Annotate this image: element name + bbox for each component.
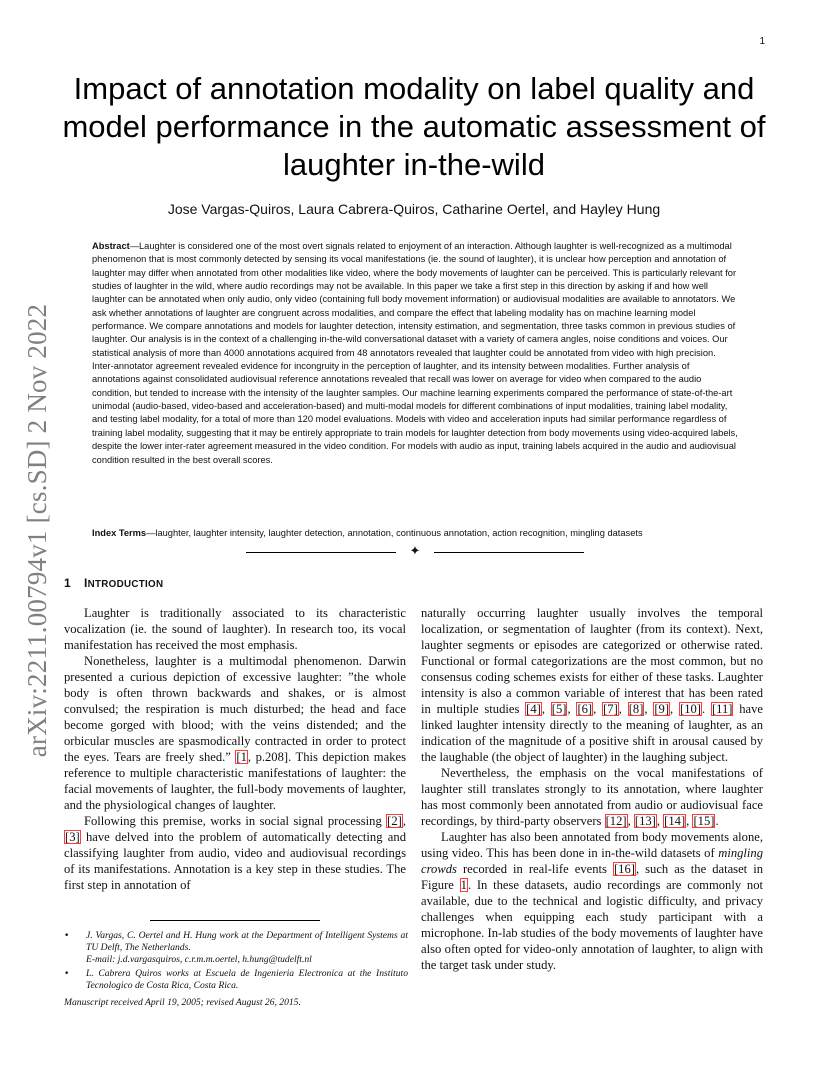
index-terms bbox=[92, 527, 752, 540]
citation-link[interactable]: [4] bbox=[526, 702, 541, 716]
paragraph: Laughter has also been annotated from body movements alone, using video. This has been done in in-the-wild datasets of mingling crowds recorded in real-life events [16], such as the dataset in Figure 1. In these datasets, audio recordings are commonly not available, due to the technical and logistic difficulty, and privacy challenges when equipping each study participant with a microphone. In-lab studies of the body movements of laughter have also often opted for video-only annotation of laughter, to align with the target task under study. bbox=[421, 830, 763, 972]
section-title-rest: NTRODUCTION bbox=[87, 579, 164, 590]
index-terms-label: Index Terms bbox=[92, 528, 147, 538]
citation-link[interactable]: [12] bbox=[605, 814, 627, 828]
right-column bbox=[421, 605, 763, 973]
citation-link[interactable]: [11] bbox=[711, 702, 733, 716]
citation-link[interactable]: [1 bbox=[236, 750, 247, 764]
abstract-text: —Laughter is considered one of the most overt signals related to enjoyment of an interaction. Although laughter is well-recognized as a multimodal phenomenon that is most commonly detected by sensing its vocal manifestations (ie. the sound of laughter), it is unclear how perception and annotation of laughter may differ when annotated from other modalities like video, where the body movements of laughter can be perceived. This is particularly relevant for studies of laughter in the wild, where audio recordings may not be available. In this paper we take a first step in this direction by asking if and how well laughter can be annotated when only audio, only video (containing full body movement information) or audiovisual modalities are available to annotators. We ask whether annotations of laughter are congruent across modalities, and compare the effect that labeling modality has on machine learning model performance. We compare annotations and models for laughter detection, intensity estimation, and segmentation, three tasks common in previous studies of laughter. Our analysis is in the context of a challenging in-the-wild conversational dataset with a variety of camera angles, noise conditions and voices. Our statistical analysis of more than 4000 annotations acquired from 48 annotators revealed that laughter could be annotated from video with high precision. Inter-annotator agreement revealed evidence for incongruity in the perception of laughter, and its intensity between modalities. Further analysis of annotations against consolidated audiovisual reference annotations revealed that recall was lower on average for video when compared to the audio condition, but tended to increase with the intensity of the laughter samples. Our machine learning experiments compared the performance of state-of-the-art unimodal (audio-based, video-based and acceleration-based) and multi-modal models for different combinations of input modalities, training label modality, and testing label modality, for a total of more than 120 model evaluations. Models with video and acceleration inputs had similar performance regardless of training label modality, suggesting that it may be entirely appropriate to train models for laughter detection from body movements using video-acquired labels, despite the lower inter-rater agreement measured in the video condition. For models with audio as input, training labels acquired in the audio and audiovisual condition resulted in the best overall scores. bbox=[92, 241, 738, 465]
citation-link[interactable]: [15] bbox=[693, 814, 715, 828]
figure-reference-link[interactable]: 1 bbox=[460, 878, 467, 892]
author-list: Jose Vargas-Quiros, Laura Cabrera-Quiros, Catharine Oertel, and Hayley Hung bbox=[167, 201, 661, 217]
bullet-icon: • bbox=[64, 969, 70, 979]
paragraph: Nonetheless, laughter is a multimodal phenomenon. Darwin presented a curious depiction of excessive laughter: ”the whole body is often thrown backwards and shakes, or is almost convulsed; the respiration is much disturbed; the head and face become gorged with blood; with the veins distended; and the orbicular muscles are spasmodically contracted in order to protect the eyes. Tears are freely shed.” [1, p.208]. This depiction makes reference to multiple characteristic manifestations of laughter: the facial movements of laughter, the full-body movements of laughter, and the physiological changes of laughter. bbox=[64, 654, 406, 812]
paragraph: naturally occurring laughter usually involves the temporal localization, or segmentation of laughter (from its context). Next, laughter segments or episodes are categorized or otherwise rated. Functional or formal categorizations are the most common, but no consensus coding schemes exists for either of these tasks. Laughter intensity is also a common variable of interest that has been rated in multiple studies [4], [5], [6], [7], [8], [9], [10]. [11] have linked laughter intensity directly to the meaning of laughter, as an indication of the magnitude of a positive shift in arousal caused by the laughable (the object of laughter) in the laughing subject. bbox=[421, 606, 764, 764]
divider-star-icon: ✦ bbox=[409, 544, 421, 559]
citation-link[interactable]: [9] bbox=[654, 702, 670, 716]
citation-link[interactable]: [6] bbox=[577, 702, 593, 716]
page-number: 1 bbox=[759, 36, 765, 47]
section-title-initial: I bbox=[84, 576, 88, 590]
citation-link[interactable]: [2] bbox=[387, 814, 402, 828]
index-terms-text: —laughter, laughter intensity, laughter detection, annotation, continuous annotation, action recognition, mingling datasets bbox=[146, 528, 643, 538]
footnote bbox=[64, 968, 408, 992]
bullet-icon: • bbox=[64, 931, 70, 941]
section-heading-introduction bbox=[64, 576, 163, 590]
citation-link[interactable]: [3] bbox=[65, 830, 80, 844]
footnote-email: E-mail: j.d.vargasquiros, c.r.m.m.oertel, h.hung@tudelft.nl bbox=[86, 954, 312, 965]
arxiv-identifier bbox=[14, 290, 62, 770]
citation-link[interactable]: [13] bbox=[634, 814, 656, 828]
divider-line-right bbox=[434, 552, 584, 553]
emphasis: mingling crowds bbox=[421, 846, 763, 876]
abstract bbox=[92, 240, 738, 467]
paragraph: Nevertheless, the emphasis on the vocal manifestations of laughter still translates strongly to its annotation, where laughter has most commonly been annotated from audio or audiovisual face recordings, by third-party observers [12], [13], [14], [15]. bbox=[421, 766, 763, 828]
footnotes bbox=[64, 930, 408, 994]
abstract-label: Abstract bbox=[92, 241, 130, 251]
footnote bbox=[64, 930, 408, 966]
footnote-affiliation: L. Cabrera Quiros works at Escuela de Ingenieria Electronica at the Instituto Tecnologico de Costa Rica, Costa Rica. bbox=[86, 968, 408, 991]
paper-title: Impact of annotation modality on label quality and model performance in the automatic assessment of laughter in-the-wild bbox=[62, 71, 766, 182]
footnote-rule bbox=[150, 920, 320, 921]
citation-link[interactable]: [7] bbox=[603, 702, 618, 716]
arxiv-identifier-text: arXiv:2211.00794v1 [cs.SD] 2 Nov 2022 bbox=[22, 303, 53, 757]
left-column bbox=[64, 605, 406, 893]
divider-line-left bbox=[246, 552, 396, 553]
section-divider bbox=[246, 545, 584, 559]
citation-link[interactable]: [16] bbox=[613, 862, 635, 876]
paragraph: Laughter is traditionally associated to its characteristic vocalization (ie. the sound of laughter). In research too, its vocal manifestation has received the most emphasis. bbox=[64, 606, 406, 652]
citation-link[interactable]: [8] bbox=[628, 702, 644, 716]
paragraph: Following this premise, works in social signal processing [2], [3] have delved into the problem of automatically detecting and classifying laughter from audio, video and audiovisual recordings of its manifestations. Annotation is a key step in these studies. The first step in annotation of bbox=[64, 814, 406, 892]
footnote-affiliation: J. Vargas, C. Oertel and H. Hung work at the Department of Intelligent Systems at TU Delft, The Netherlands. bbox=[86, 930, 408, 953]
manuscript-note: Manuscript received April 19, 2005; revised August 26, 2015. bbox=[64, 997, 301, 1008]
citation-link[interactable]: [5] bbox=[551, 702, 567, 716]
citation-link[interactable]: [10] bbox=[680, 702, 701, 716]
citation-link[interactable]: [14] bbox=[664, 814, 686, 828]
section-number: 1 bbox=[64, 576, 71, 590]
